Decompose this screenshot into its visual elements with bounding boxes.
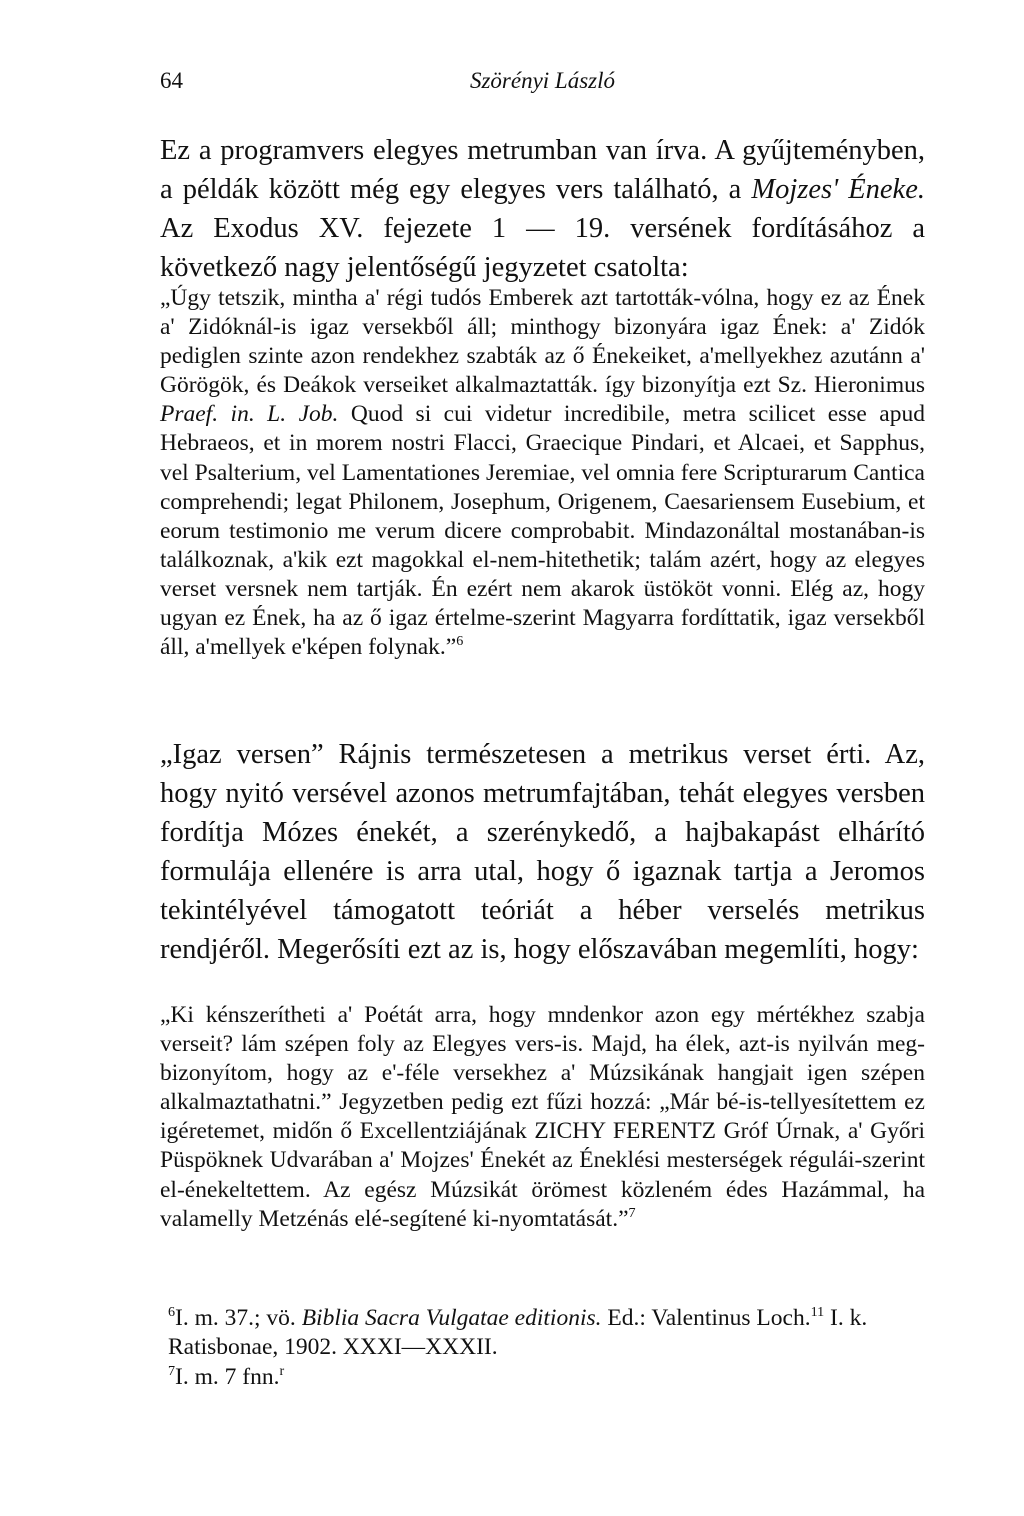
footnote-7-marker: 7 xyxy=(168,1362,176,1379)
song-title: Mojzes' Éneke. xyxy=(751,174,925,205)
paragraph-intro-text-2: Az Exodus XV. fejezete 1 — 19. versének fordításához a következő nagy jelentőségű jegyzetet csatolta: xyxy=(160,213,925,283)
block-quote-1 xyxy=(160,284,925,662)
footnote-6-text-3: I. k. Ratisbonae, 1902. XXXI—XXXII. xyxy=(168,1305,868,1361)
footnote-6-sup: 11 xyxy=(810,1304,825,1321)
paragraph-intro-text-1: Ez a programvers elegyes metrumban van írva. A gyűjteményben, a példák között még egy elegyes vers található, a xyxy=(160,135,925,205)
paragraph-analysis: „Igaz versen” Rájnis természetesen a metrikus verset érti. Az, hogy nyitó versével azonos metrumfajtában, tehát elegyes versben fordítja Mózes énekét, a szerénykedő, a hajbakapást elhárító formulája ellenére is arra utal, hogy ő igaznak tartja a Jeromos tekintélyével támogatott teóriát a héber verselés metrikus rendjéről. Megerősíti ezt az is, hogy előszavában megemlíti, hogy: xyxy=(160,739,925,965)
footnote-6-title: Biblia Sacra Vulgatae editionis. xyxy=(301,1305,602,1331)
footnotes xyxy=(160,1304,925,1392)
footnote-7-sup: r xyxy=(279,1362,285,1379)
footnote-6-marker: 6 xyxy=(168,1304,176,1321)
paragraph-intro xyxy=(160,131,925,287)
footnote-ref-7: 7 xyxy=(628,1204,636,1221)
block-quote-2 xyxy=(160,1001,925,1234)
running-head: Szörényi László xyxy=(469,68,616,93)
footnote-6-text-2: Ed.: Valentinus Loch. xyxy=(601,1305,811,1331)
footnote-7-text: I. m. 7 fnn. xyxy=(175,1363,280,1390)
quote-1-text-1: „Úgy tetszik, mintha a' régi tudós Emberek azt tartották-vólna, hogy ez az Ének a' Zidóknál-is igaz versekből áll; minthogy bizonyára igaz Ének: a' Zidók pediglen szinte azon rendekhez szabták az ő Énekeiket, a'mellyekhez azutánn a' Görögök, és Deákok verseiket alkalmaztatták. így bizonyítja ezt Sz. Hieronimus xyxy=(160,285,925,399)
footnote-ref-6: 6 xyxy=(456,633,464,650)
quote-1-reference: Praef. in. L. Job. xyxy=(160,401,339,428)
page-number: 64 xyxy=(160,68,183,93)
footnote-6-text-1: I. m. 37.; vö. xyxy=(175,1305,302,1331)
quote-2-text: „Ki kénszerítheti a' Poétát arra, hogy mndenkor azon egy mértékhez szabja verseit? lám szépen foly az Elegyes vers-is. Majd, ha élek, azt-is nyilván meg-bizonyítom, hogy az e'-féle versekhez a' Múzsikának hangjait igen szépen alkalmaztathatni.” Jegyzetben pedig ezt fűzi hozzá: „Már bé-is-tellyesítettem ez igéretemet, midőn ő Excellentziájának ZICHY FERENTZ Gróf Úrnak, a' Győri Püspöknek Udvarában a' Mojzes' Énekét az Éneklési mesterségek régulái-szerint el-énekeltettem. Az egész Múzsikát örömest közleném édes Hazámmal, ha valamelly Metzénás elé-segítené ki-nyomtatását.” xyxy=(160,1002,925,1232)
quote-1-text-2: Quod si cui videtur incredibile, metra scilicet esse apud Hebraeos, et in morem nostri Flacci, Graecique Pindari, et Alcaei, et Sapphus, vel Psalterium, vel Lamentationes Jeremiae, vel omnia fere Scripturarum Cantica comprehendi; legat Philonem, Josephum, Origenem, Caesariensem Eusebium, et eorum testimonio me verum dicere comprobabit. Mindazonáltal mostanában-is találkoznak, a'kik ezt magokkal el-nem-hitethetik; talám azért, hogy az elegyes verset versnek nem tartják. Én ezért nem akarok üstököt vonni. Elég az, hogy ugyan ez Ének, ha az ő igaz értelme-szerint Magyarra fordíttatik, igaz versekből áll, a'mellyek e'képen folynak.” xyxy=(160,401,925,661)
footnote-7 xyxy=(160,1363,925,1392)
footnote-6 xyxy=(160,1304,925,1363)
page-header xyxy=(160,66,925,96)
